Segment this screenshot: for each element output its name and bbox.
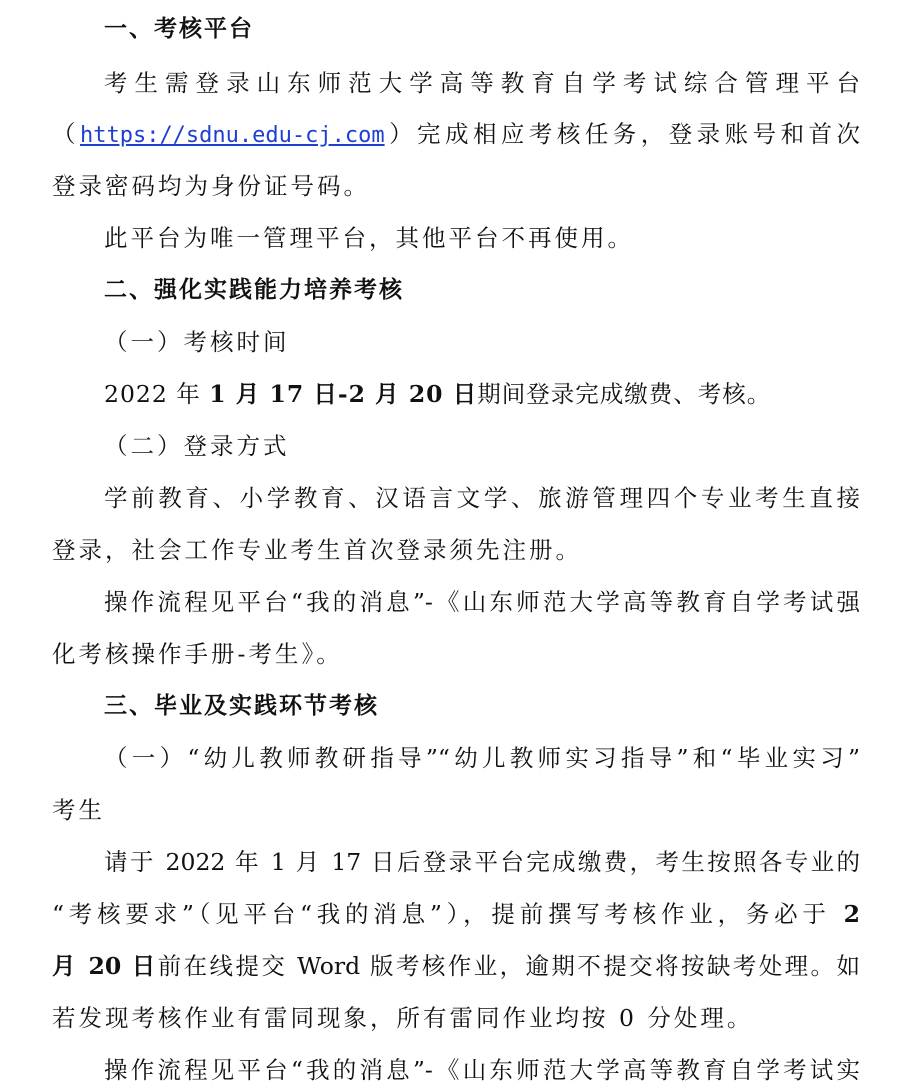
paragraph-line: 此平台为唯一管理平台，其他平台不再使用。 — [104, 224, 634, 252]
section-heading-graduation: 三、毕业及实践环节考核 — [104, 693, 379, 719]
paragraph-line: 登录密码均为身份证号码。 — [52, 172, 370, 200]
time-year: 2022 年 — [104, 380, 210, 408]
time-range-line — [104, 378, 771, 410]
paragraph-line: 考生需登录山东师范大学高等教育自学考试综合管理平台 — [104, 69, 860, 97]
subheading-courses: （一）“幼儿教师教研指导”“幼儿教师实习指导”和“毕业实习” — [104, 744, 860, 772]
subheading-time: （一）考核时间 — [104, 328, 290, 356]
paragraph-line: 请于 2022 年 1 月 17 日后登录平台完成缴费，考生按照各专业的 — [104, 848, 860, 876]
deadline-day: 2 — [830, 900, 860, 928]
paragraph-line: 化考核操作手册-考生》。 — [52, 640, 343, 668]
paren-open: （ — [52, 120, 80, 148]
time-rest: 期间登录完成缴费、考核。 — [477, 380, 772, 408]
time-range: 1 月 17 日-2 月 20 日 — [209, 380, 478, 408]
deadline-date: 月 20 日 — [52, 952, 158, 980]
subheading-login: （二）登录方式 — [104, 432, 290, 460]
platform-link[interactable]: https://sdnu.edu-cj.com — [79, 123, 385, 148]
paragraph-line — [52, 898, 860, 930]
paragraph-line — [52, 118, 860, 152]
paragraph-line: 若发现考核作业有雷同现象，所有雷同作业均按 0 分处理。 — [52, 1004, 754, 1032]
paragraph-line: 学前教育、小学教育、汉语言文学、旅游管理四个专业考生直接 — [104, 484, 860, 512]
paragraph-line: 操作流程见平台“我的消息”-《山东师范大学高等教育自学考试强 — [104, 588, 860, 616]
paragraph-line: 登录，社会工作专业考生首次登录须先注册。 — [52, 536, 582, 564]
paragraph-line: 考生 — [52, 796, 105, 824]
section-heading-practice: 二、强化实践能力培养考核 — [104, 277, 404, 303]
paragraph-line: 操作流程见平台“我的消息”-《山东师范大学高等教育自学考试实 — [104, 1056, 860, 1084]
paragraph-line — [52, 950, 860, 982]
paragraph-text: ）完成相应考核任务，登录账号和首次 — [384, 120, 861, 148]
paragraph-text: “考核要求”（见平台“我的消息”），提前撰写考核作业，务必于 — [52, 900, 831, 928]
section-heading-platform: 一、考核平台 — [104, 16, 254, 42]
paragraph-text: 前在线提交 Word 版考核作业，逾期不提交将按缺考处理。如 — [157, 952, 860, 980]
